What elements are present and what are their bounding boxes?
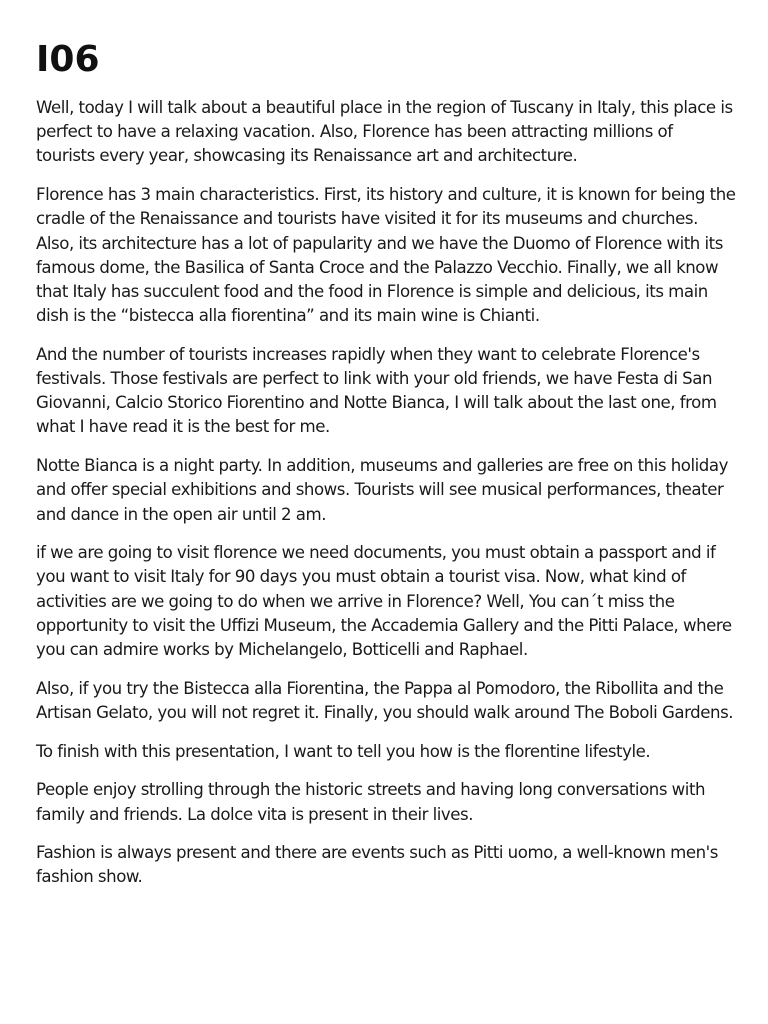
paragraph-fashion: Fashion is always present and there are events such as Pitti uomo, a well-known men's fashion show. xyxy=(36,843,718,887)
paragraph-people: People enjoy strolling through the historic streets and having long conversations with family and friends. La dolce vita is present in their lives. xyxy=(36,780,706,824)
document-title: I06 xyxy=(36,39,100,80)
paragraph-characteristics: Florence has 3 main characteristics. First, its history and culture, it is known for being the cradle of the Renaissance and tourists have visited it for its museums and churches. Also, its architecture has a lot of papularity and we have the Duomo of Florence with its famous dome, the Basilica of Santa Croce and the Palazzo Vecchio. Finally, we all know that Italy has succulent food and the food in Florence is simple and delicious, its main dish is the “bistecca alla fiorentina” and its main wine is Chianti. xyxy=(36,185,736,326)
paragraph-intro: Well, today I will talk about a beautiful place in the region of Tuscany in Italy, this place is perfect to have a relaxing vacation. Also, Florence has been attracting millions of tourists every year, showcasing its Renaissance art and architecture. xyxy=(36,98,733,166)
paragraph-lifestyle-intro: To finish with this presentation, I want to tell you how is the florentine lifestyle. xyxy=(36,741,651,761)
document-page xyxy=(36,36,736,904)
paragraph-travel-activities: if we are going to visit florence we need documents, you must obtain a passport and if you want to visit Italy for 90 days you must obtain a tourist visa. Now, what kind of activities are we going to do when we arrive in Florence? Well, You can´t miss the opportunity to visit the Uffizi Museum, the Accademia Gallery and the Pitti Palace, where you can admire works by Michelangelo, Botticelli and Raphael. xyxy=(36,543,732,660)
paragraph-notte-bianca: Notte Bianca is a night party. In addition, museums and galleries are free on this holiday and offer special exhibitions and shows. Tourists will see musical performances, theater and dance in the open air until 2 am. xyxy=(36,456,728,524)
paragraph-food: Also, if you try the Bistecca alla Fiorentina, the Pappa al Pomodoro, the Ribollita and the Artisan Gelato, you will not regret it. Finally, you should walk around The Boboli Gardens. xyxy=(36,678,734,722)
paragraph-festivals: And the number of tourists increases rapidly when they want to celebrate Florence's festivals. Those festivals are perfect to link with your old friends, we have Festa di San Giovanni, Calcio Storico Fiorentino and Notte Bianca, I will talk about the last one, from what I have read it is the best for me. xyxy=(36,344,717,437)
